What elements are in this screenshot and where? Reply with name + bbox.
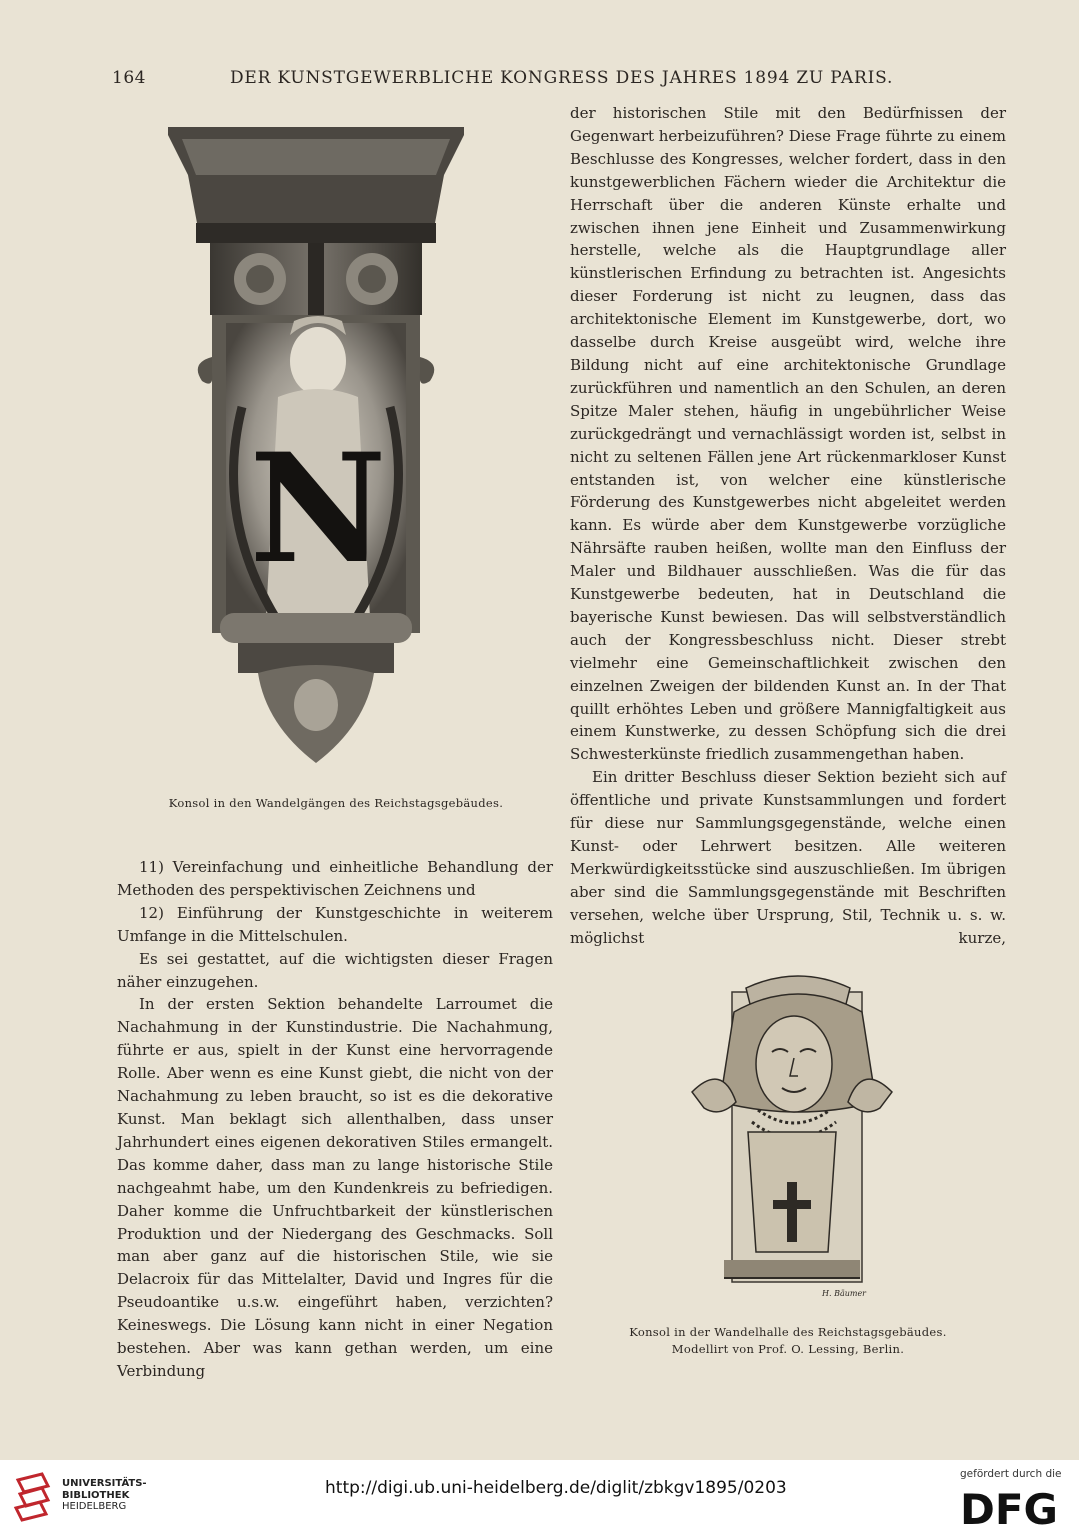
figure-2-caption: Konsol in der Wandelhalle des Reichstagsgebäudes. [629,1325,947,1339]
console-figure-illustration [168,127,464,764]
dfg-logo-icon [958,1486,1066,1528]
console-figure-image [168,127,464,764]
library-name-line: BIBLIOTHEK [62,1489,130,1501]
paragraph: der historischen Stile mit den Bedürfnissen der Gegenwart herbeizuführen? Diese Frage führte zu einem Beschlusse des Kongresses, welcher fordert, dass in den kunstgewerblichen Fächern wieder die Architektur die Herrschaft über die anderen Künste erhalte und zwischen ihnen jene Einheit und Zusammenwirkung herstelle, welche als die Hauptgrundlage aller künstlerischen Erfindung zu betrachten ist. Angesichts dieser Forderung ist nicht zu leugnen, dass das architektonische Element im Kunstgewerbe, dort, wo dasselbe durch Kreise ausgeübt wird, welche ihre Bildung nicht auf eine architektonische Grundlage zurückführen und namentlich an den Schulen, an deren Spitze Maler stehen, häufig in ungebührlicher Weise zurückgedrängt und vernachlässigt worden ist, selbst in nicht zu seltenen Fällen jene Art rückenmarkloser Kunst entstanden ist, von welcher eine künstlerische Förderung des Kunstgewerbes nicht abgeleitet werden kann. Es würde aber dem Kunstgewerbe vorzügliche Nährsäfte rauben heißen, wollte man den Einfluss der Maler und Bildhauer ausschließen. Was die für das Kunstgewerbe bedeuten, hat in Deutschland die bayerische Kunst bewiesen. Das will selbstverständlich auch der Kongressbeschluss nicht. Dieser strebt vielmehr eine Gemeinschaftlichkeit zwischen den einzelnen Zweigen der bildenden Kunst an. In der That quillt erhöhtes Leben und größere Mannigfaltigkeit aus einem Kunstwerke, zu dessen Schöpfung sich die drei Schwesterkünste friedlich zusammengethan haben. [570,104,1006,764]
left-text-column [117,856,553,1383]
paragraph: Ein dritter Beschluss dieser Sektion bezieht sich auf öffentliche und private Kunstsammlungen und fordert für diese nur Sammlungsgegenstände, welche einen Kunst- oder Lehrwert besitzen. Alle weiteren Merkwürdigkeitsstücke sind auszuschließen. Im übrigen aber sind die Sammlungsgegenstände mit Beschriften versehen, welche über Ursprung, Stil, Technik u. s. w. möglichst kurze, [570,768,1006,947]
footer-bar [0,1460,1079,1538]
funded-by-label: gefördert durch die [960,1468,1062,1480]
university-library-logo-icon [12,1470,54,1528]
page-number: 164 [112,68,146,88]
page-header [112,68,902,92]
console-bust-illustration [672,972,912,1304]
permalink-url[interactable]: http://digi.ub.uni-heidelberg.de/diglit/zbkgv1895/0203 [325,1478,787,1498]
right-text-column [570,102,1006,950]
paragraph: 12) Einführung der Kunstgeschichte in weiterem Umfange in die Mittelschulen. [117,903,553,945]
initial-letter-n: N [249,421,387,597]
library-name-line: HEIDELBERG [62,1501,127,1512]
library-name-line: UNIVERSITÄTS- [62,1478,147,1489]
paragraph: 11) Vereinfachung und einheitliche Behandlung der Methoden des perspektivischen Zeichnens und [117,858,553,899]
figure-1-caption: Konsol in den Wandelgängen des Reichstagsgebäudes. [168,796,504,810]
paragraph: Es sei gestattet, auf die wichtigsten dieser Fragen näher einzugehen. [117,949,553,991]
library-name [62,1478,147,1513]
console-bust-image [672,972,912,1304]
figure-2-credit: Modellirt von Prof. O. Lessing, Berlin. [671,1342,905,1356]
engraver-signature: H. Bäumer [822,1289,867,1298]
paragraph: In der ersten Sektion behandelte Larroumet die Nachahmung in der Kunstindustrie. Die Nachahmung, führte er aus, spielt in der Kunst eine hervorragende Rolle. Aber wenn es eine Kunst giebt, die nicht von der Nachahmung zu leben braucht, so ist es die dekorative Kunst. Man beklagt sich allenthalben, dass unser Jahrhundert eines eigenen dekorativen Stiles ermangelt. Das komme daher, dass man zu lange historische Stile nachgeahmt habe, um den Kundenkreis zu befriedigen. Daher komme die Unfruchtbarkeit der künstlerischen Produktion und der Niedergang des Geschmacks. Soll man aber ganz auf die historischen Stile, wie sie Delacroix für das Mittelalter, David und Ingres für die Pseudoantike u.s.w. eingeführt haben, verzichten? Keineswegs. Die Lösung kann nicht in einer Negation bestehen. Aber was kann gethan werden, um eine Verbindung [117,995,553,1380]
dfg-logo-text: DFG [960,1486,1059,1528]
running-title: DER KUNSTGEWERBLICHE KONGRESS DES JAHRES 1894 ZU PARIS. [230,68,894,88]
